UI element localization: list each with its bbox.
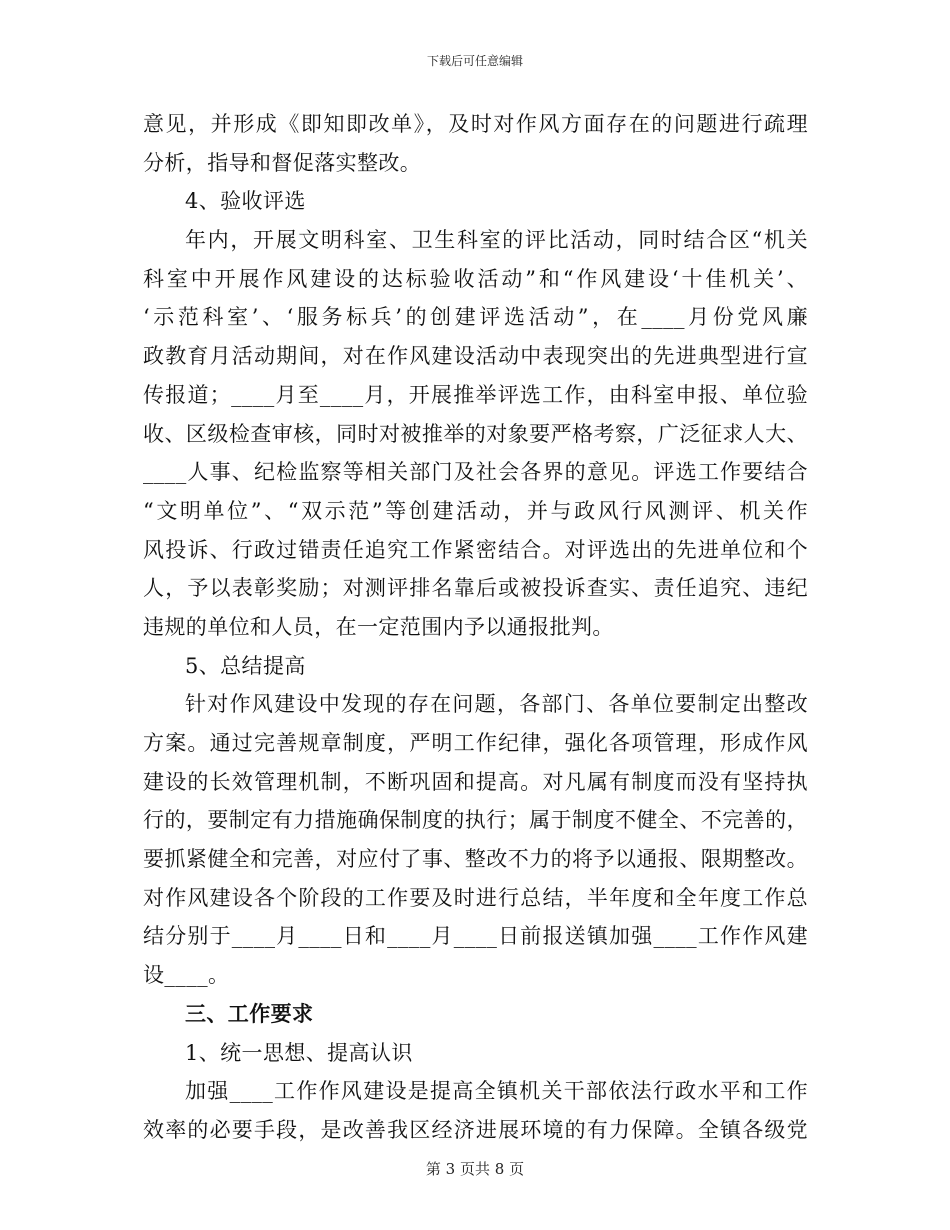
text-line: 收、区级检查审核，同时对被推举的对象要严格考察，广泛征求人大、 — [143, 421, 808, 446]
text-line: ‘示范科室’、‘服务标兵’的创建评选活动”，在____月份党风廉 — [143, 305, 808, 330]
text-line: 1、统一思想、提高认识 — [185, 1040, 413, 1065]
text-line: 科室中开展作风建设的达标验收活动”和“作风建设‘十佳机关’、 — [143, 266, 808, 291]
text-line: 风投诉、行政过错责任追究工作紧密结合。对评选出的先进单位和个 — [143, 537, 808, 562]
text-line: 5、总结提高 — [185, 653, 306, 678]
text-line: 针对作风建设中发现的存在问题，各部门、各单位要制定出整改 — [185, 692, 808, 717]
text-line: ____人事、纪检监察等相关部门及社会各界的意见。评选工作要结合 — [143, 460, 808, 485]
text-line: 要抓紧健全和完善，对应付了事、整改不力的将予以通报、限期整改。 — [143, 847, 808, 872]
page-footer: 第 3 页共 8 页 — [425, 1160, 525, 1178]
text-line: 结分别于____月____日和____月____日前报送镇加强____工作作风建 — [143, 924, 808, 949]
text-line: 效率的必要手段，是改善我区经济进展环境的有力保障。全镇各级党 — [143, 1117, 808, 1142]
page-header: 下载后可任意编辑 — [426, 54, 523, 68]
section-heading: 三、工作要求 — [185, 1000, 314, 1026]
text-line: 传报道；____月至____月，开展推举评选工作，由科室申报、单位验 — [143, 382, 808, 407]
document-body — [143, 105, 808, 1150]
text-line: 加强____工作作风建设是提高全镇机关干部依法行政水平和工作 — [185, 1079, 808, 1104]
text-line: 对作风建设各个阶段的工作要及时进行总结，半年度和全年度工作总 — [143, 885, 808, 910]
text-line: 4、验收评选 — [185, 189, 306, 214]
text-line: 年内，开展文明科室、卫生科室的评比活动，同时结合区“机关 — [185, 228, 808, 253]
text-line: 政教育月活动期间，对在作风建设活动中表现突出的先进典型进行宣 — [143, 344, 808, 369]
text-line: “文明单位”、“双示范”等创建活动，并与政风行风测评、机关作 — [143, 498, 808, 523]
text-line: 方案。通过完善规章制度，严明工作纪律，强化各项管理，形成作风 — [143, 731, 808, 755]
text-line: 分析，指导和督促落实整改。 — [143, 150, 422, 175]
text-line: 行的，要制定有力措施确保制度的执行；属于制度不健全、不完善的， — [143, 808, 808, 833]
text-line: 设____。 — [143, 963, 230, 988]
text-line: 意见，并形成《即知即改单》，及时对作风方面存在的问题进行疏理 — [143, 112, 808, 136]
text-line: 违规的单位和人员，在一定范围内予以通报批判。 — [143, 614, 614, 639]
text-line: 建设的长效管理机制，不断巩固和提高。对凡属有制度而没有坚持执 — [143, 769, 808, 794]
text-line: 人，予以表彰奖励；对测评排名靠后或被投诉查实、责任追究、违纪 — [143, 576, 808, 601]
